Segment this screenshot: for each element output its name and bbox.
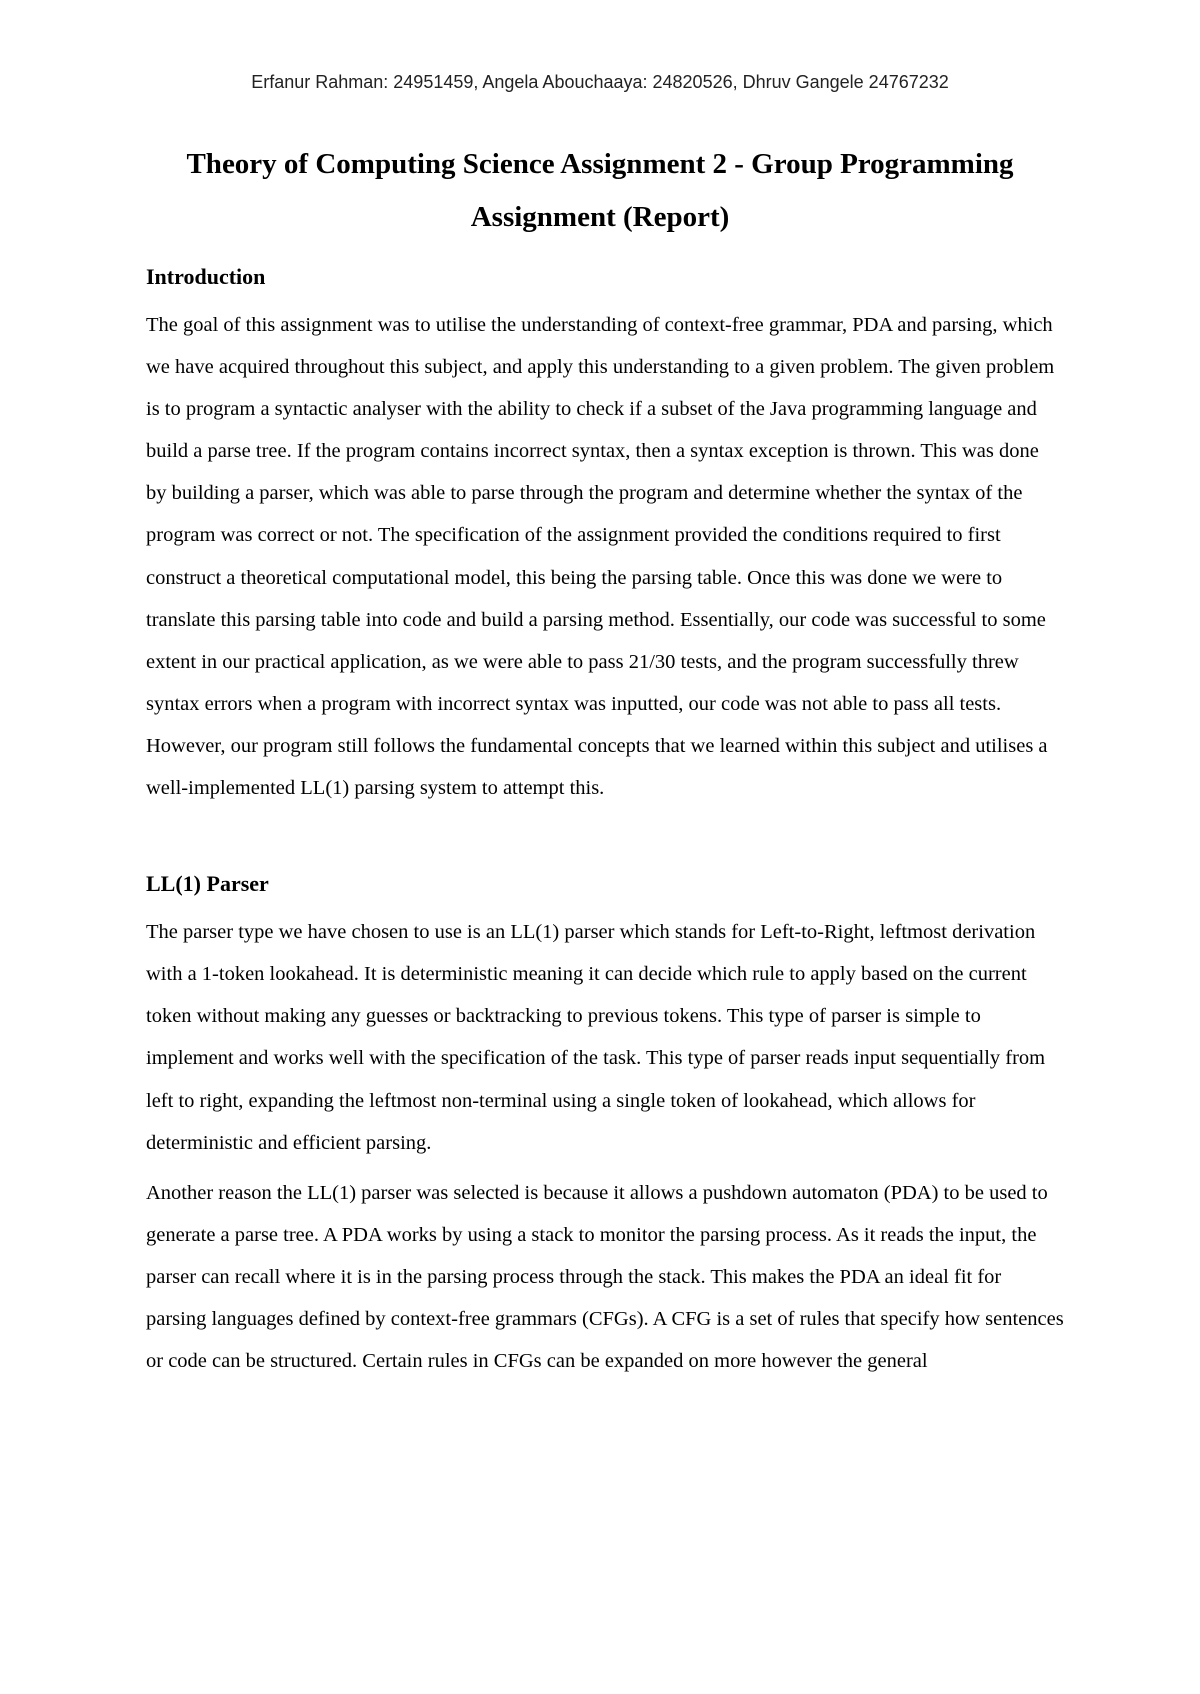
author-header: Erfanur Rahman: 24951459, Angela Abouchaaya: 24820526, Dhruv Gangele 24767232 (251, 72, 949, 92)
document-body (146, 256, 1064, 1390)
section-introduction (146, 256, 1064, 809)
section-spacer (146, 817, 1064, 863)
document-title: Theory of Computing Science Assignment 2 - Group Programming Assignment (Report) (186, 148, 1014, 233)
ll1-parser-paragraph-2: Another reason the LL(1) parser was selected is because it allows a pushdown automaton (PDA) to be used to generate a parse tree. A PDA works by using a stack to monitor the parsing process. As it reads the input, the parser can recall where it is in the parsing process through the stack. This makes the PDA an ideal fit for parsing languages defined by context-free grammars (CFGs). A CFG is a set of rules that specify how sentences or code can be structured. Certain rules in CFGs can be expanded on more however the general (146, 1181, 1064, 1373)
section-heading-ll1-parser: LL(1) Parser (146, 871, 269, 897)
section-heading-introduction: Introduction (146, 264, 266, 289)
introduction-paragraph: The goal of this assignment was to utilise the understanding of context-free grammar, PDA and parsing, which we have acquired throughout this subject, and apply this understanding to a given problem. The given problem is to program a syntactic analyser with the ability to check if a subset of the Java programming language and build a parse tree. If the program contains incorrect syntax, then a syntax exception is thrown. This was done by building a parser, which was able to parse through the program and determine whether the syntax of the program was correct or not. The specification of the assignment provided the conditions required to first construct a theoretical computational model, this being the parsing table. Once this was done we were to translate this parsing table into code and build a parsing method. Essentially, our code was successful to some extent in our practical application, as we were able to pass 21/30 tests, and the program successfully threw syntax errors when a program with incorrect syntax was inputted, our code was not able to pass all tests. However, our program still follows the fundamental concepts that we learned within this subject and utilises a well-implemented LL(1) parsing system to attempt this. (146, 314, 1055, 800)
ll1-parser-paragraph-1: The parser type we have chosen to use is an LL(1) parser which stands for Left-to-Right, leftmost derivation with a 1-token lookahead. It is deterministic meaning it can decide which rule to apply based on the current token without making any guesses or backtracking to previous tokens. This type of parser is simple to implement and works well with the specification of the task. This type of parser reads input sequentially from left to right, expanding the leftmost non-terminal using a single token of lookahead, which allows for deterministic and efficient parsing. (146, 921, 1046, 1154)
section-ll1-parser (146, 863, 1064, 1382)
